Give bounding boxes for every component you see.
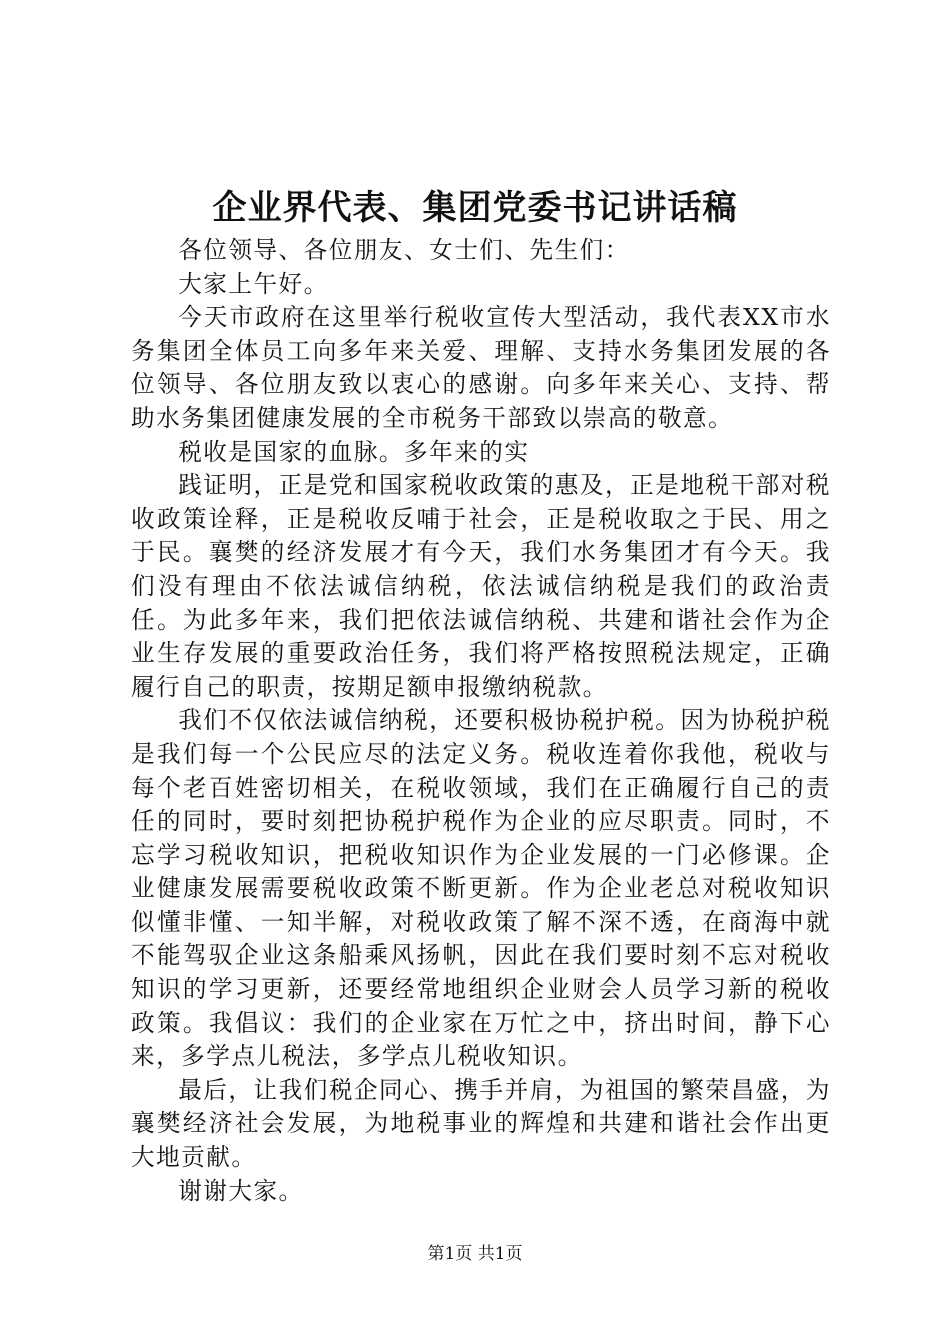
page-number-footer: 第1页 共1页 — [427, 1244, 523, 1264]
paragraph-assist-tax: 我们不仅依法诚信纳税，还要积极协税护税。因为协税护税是我们每一个公民应尽的法定义务。税收连着你我他，税收与每个老百姓密切相关，在税收领域，我们在正确履行自己的责任的同时，要时刻把协税护税作为企业的应尽职责。同时，不忘学习税收知识，把税收知识作为企业发展的一门必修课。企业健康发展需要税收政策不断更新。作为企业老总对税收知识似懂非懂、一知半解，对税收政策了解不深不透，在商海中就不能驾驭企业这条船乘风扬帆，因此在我们要时刻不忘对税收知识的学习更新，还要经常地组织企业财会人员学习新的税收政策。我倡议：我们的企业家在万忙之中，挤出时间，静下心来，多学点儿税法，多学点儿税收知识。 — [131, 706, 831, 1071]
paragraph-thank-you: 谢谢大家。 — [178, 1176, 304, 1205]
paragraph-greeting: 大家上午好。 — [178, 269, 329, 298]
paragraph-practice-proves: 践证明，正是党和国家税收政策的惠及，正是地税干部对税收政策诠释，正是税收反哺于社会，正是税收取之于民、用之于民。襄樊的经济发展才有今天，我们水务集团才有今天。我们没有理由不依法诚信纳税，依法诚信纳税是我们的政治责任。为此多年来，我们把依法诚信纳税、共建和谐社会作为企业生存发展的重要政治任务，我们将严格按照税法规定，正确履行自己的职责，按期足额申报缴纳税款。 — [131, 471, 831, 701]
paragraph-tax-lifeblood: 税收是国家的血脉。多年来的实 — [178, 437, 530, 466]
paragraph-salutation: 各位领导、各位朋友、女士们、先生们： — [178, 236, 630, 264]
paragraph-closing: 最后，让我们税企同心、携手并肩，为祖国的繁荣昌盛，为襄樊经济社会发展，为地税事业的辉煌和共建和谐社会作出更大地贡献。 — [131, 1075, 831, 1172]
paragraph-thanks: 今天市政府在这里举行税收宣传大型活动，我代表XX市水务集团全体员工向多年来关爱、理解、支持水务集团发展的各位领导、各位朋友致以衷心的感谢。向多年来关心、支持、帮助水务集团健康发展的全市税务干部致以崇高的敬意。 — [131, 303, 831, 432]
document-body — [131, 234, 831, 1208]
document-title: 企业界代表、集团党委书记讲话稿 — [212, 188, 738, 228]
